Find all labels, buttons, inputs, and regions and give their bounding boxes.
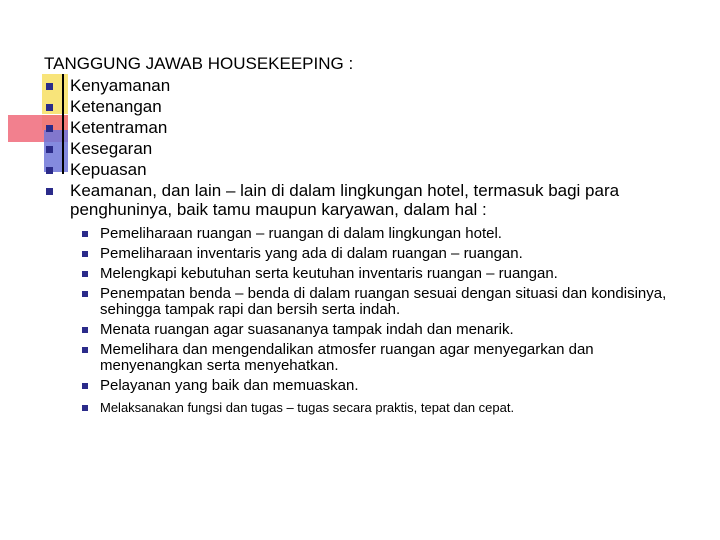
sub-list-item-text: Penempatan benda – benda di dalam ruangan sesuai dengan situasi dan kondisinya, sehingga tampak rapi dan bersih serta indah. [100,285,667,318]
square-bullet-icon [46,167,53,174]
square-bullet-icon [46,83,53,90]
square-bullet-icon [82,251,88,257]
list-item-text: Ketentraman [70,118,168,137]
sub-list-item-text: Melaksanakan fungsi dan tugas – tugas secara praktis, tepat dan cepat. [100,400,515,415]
sub-list-item [70,246,684,262]
square-bullet-icon [82,231,88,237]
square-bullet-icon [82,347,88,353]
list-item [44,160,684,179]
list-item [44,118,684,137]
sub-bullet-list [70,226,684,416]
sub-list-item [70,342,684,374]
list-item [44,181,684,416]
list-item-text: Ketenangan [70,97,162,116]
sub-list-item [70,378,684,394]
sub-list-item-text: Pemeliharaan inventaris yang ada di dalam ruangan – ruangan. [100,245,523,262]
square-bullet-icon [46,188,53,195]
list-item [44,97,684,116]
sub-list-item-text: Menata ruangan agar suasananya tampak indah dan menarik. [100,321,514,338]
square-bullet-icon [82,291,88,297]
list-item-text: Kenyamanan [70,76,171,95]
main-bullet-list [44,76,684,420]
sub-list-item [70,266,684,282]
square-bullet-icon [46,146,53,153]
list-item [44,139,684,158]
square-bullet-icon [46,104,53,111]
sub-list-item [70,400,684,416]
sub-list-item-text: Pelayanan yang baik dan memuaskan. [100,377,359,394]
sub-list-item [70,286,684,318]
sub-list-item-text: Melengkapi kebutuhan serta keutuhan inventaris ruangan – ruangan. [100,265,558,282]
square-bullet-icon [82,327,88,333]
sub-list-item [70,322,684,338]
list-item-text: Kesegaran [70,139,153,158]
list-item [44,76,684,95]
list-item-text: Keamanan, dan lain – lain di dalam lingkungan hotel, termasuk bagi para penghuninya, baik tamu maupun karyawan, dalam hal : [70,181,620,219]
sub-list-item-text: Pemeliharaan ruangan – ruangan di dalam lingkungan hotel. [100,225,502,242]
slide-title: TANGGUNG JAWAB HOUSEKEEPING : [44,54,354,73]
square-bullet-icon [82,271,88,277]
square-bullet-icon [82,383,88,389]
sub-list-item-text: Memelihara dan mengendalikan atmosfer ruangan agar menyegarkan dan menyenangkan serta menyehatkan. [100,341,594,374]
square-bullet-icon [46,125,53,132]
list-item-text: Kepuasan [70,160,147,179]
sub-list-item [70,226,684,242]
square-bullet-icon [82,405,88,411]
